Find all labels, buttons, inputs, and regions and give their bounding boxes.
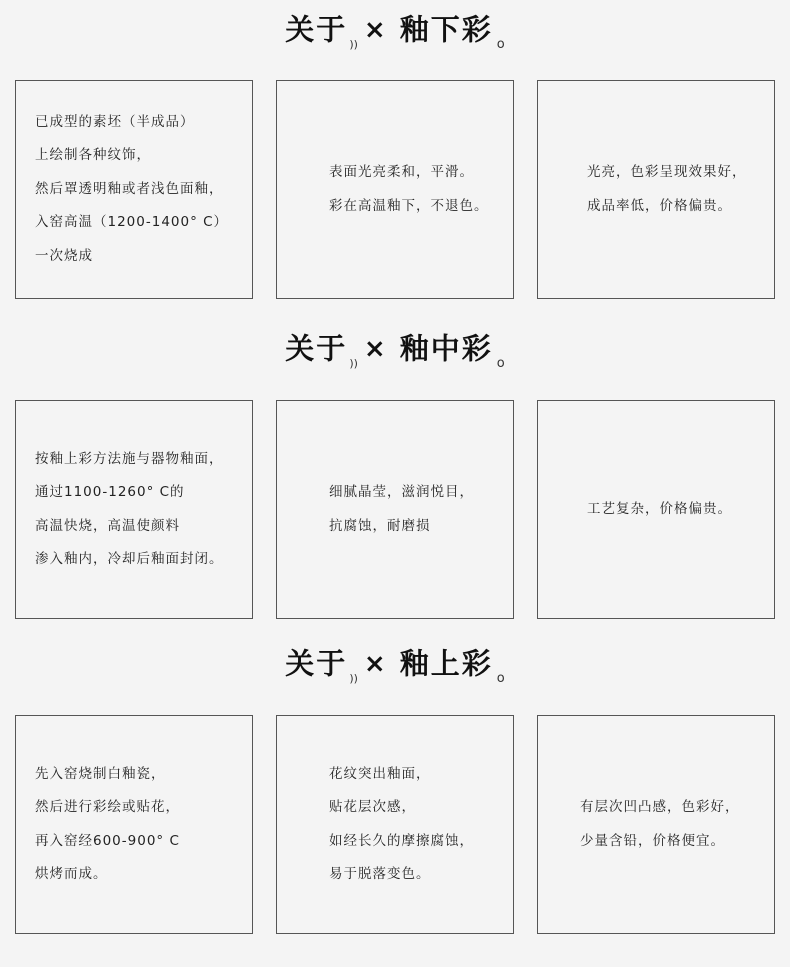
card-line: 如经长久的摩擦腐蚀， bbox=[329, 832, 474, 849]
heading-mark: )) bbox=[349, 357, 358, 370]
card-line: 再入窑经600-900° C bbox=[35, 832, 180, 849]
card-features bbox=[276, 400, 514, 619]
card-line: 入窑高温（1200-1400° C） bbox=[35, 214, 229, 231]
card-line: 彩在高温釉下，不退色。 bbox=[329, 197, 489, 214]
heading-end-mark: o bbox=[496, 671, 505, 686]
card-line: 工艺复杂，价格偏贵。 bbox=[587, 500, 732, 517]
card-process bbox=[15, 80, 253, 299]
card-line: 表面光亮柔和，平滑。 bbox=[329, 164, 474, 180]
section-heading bbox=[0, 319, 790, 379]
card-line: 有层次凹凸感，色彩好， bbox=[580, 799, 740, 815]
card-pros-cons bbox=[537, 400, 775, 619]
heading-mark: )) bbox=[349, 672, 358, 685]
heading-cross: × bbox=[363, 333, 386, 364]
card-line: 光亮，色彩呈现效果好， bbox=[587, 164, 747, 180]
card-line: 上绘制各种纹饰， bbox=[35, 147, 151, 164]
card-line: 成品率低，价格偏贵。 bbox=[587, 197, 732, 214]
heading-glaze-name: 釉下彩 bbox=[399, 12, 493, 47]
card-line: 渗入釉内，冷却后釉面封闭。 bbox=[35, 551, 224, 567]
heading-about: 关于 bbox=[285, 646, 348, 681]
card-line: 按釉上彩方法施与器物釉面， bbox=[35, 450, 224, 467]
card-line: 少量含铅，价格便宜。 bbox=[580, 832, 725, 849]
section-heading bbox=[0, 0, 790, 60]
heading-cross: × bbox=[363, 14, 386, 45]
card-line: 已成型的素坯（半成品） bbox=[35, 113, 195, 130]
card-pros-cons bbox=[537, 715, 775, 934]
heading-mark: )) bbox=[349, 38, 358, 51]
card-process bbox=[15, 400, 253, 619]
card-line: 然后罩透明釉或者浅色面釉， bbox=[35, 180, 224, 197]
heading-about: 关于 bbox=[285, 12, 348, 47]
heading-cross: × bbox=[363, 648, 386, 679]
card-line: 细腻晶莹，滋润悦目， bbox=[329, 484, 474, 500]
card-line: 贴花层次感， bbox=[329, 799, 416, 815]
heading-end-mark: o bbox=[496, 37, 505, 52]
card-line: 高温快烧，高温使颜料 bbox=[35, 517, 180, 534]
card-line: 易于脱落变色。 bbox=[329, 866, 431, 882]
card-pros-cons bbox=[537, 80, 775, 299]
heading-glaze-name: 釉中彩 bbox=[399, 331, 493, 366]
card-line: 一次烧成 bbox=[35, 247, 93, 264]
card-features bbox=[276, 80, 514, 299]
card-line: 先入窑烧制白釉瓷， bbox=[35, 765, 166, 782]
card-features bbox=[276, 715, 514, 934]
card-line: 抗腐蚀，耐磨损 bbox=[329, 517, 431, 534]
card-process bbox=[15, 715, 253, 934]
heading-glaze-name: 釉上彩 bbox=[399, 646, 493, 681]
card-line: 通过1100-1260° C的 bbox=[35, 484, 185, 500]
section-heading bbox=[0, 634, 790, 694]
card-line: 然后进行彩绘或贴花， bbox=[35, 799, 180, 815]
card-line: 花纹突出釉面， bbox=[329, 765, 431, 782]
heading-about: 关于 bbox=[285, 331, 348, 366]
card-line: 烘烤而成。 bbox=[35, 866, 108, 882]
heading-end-mark: o bbox=[496, 356, 505, 371]
